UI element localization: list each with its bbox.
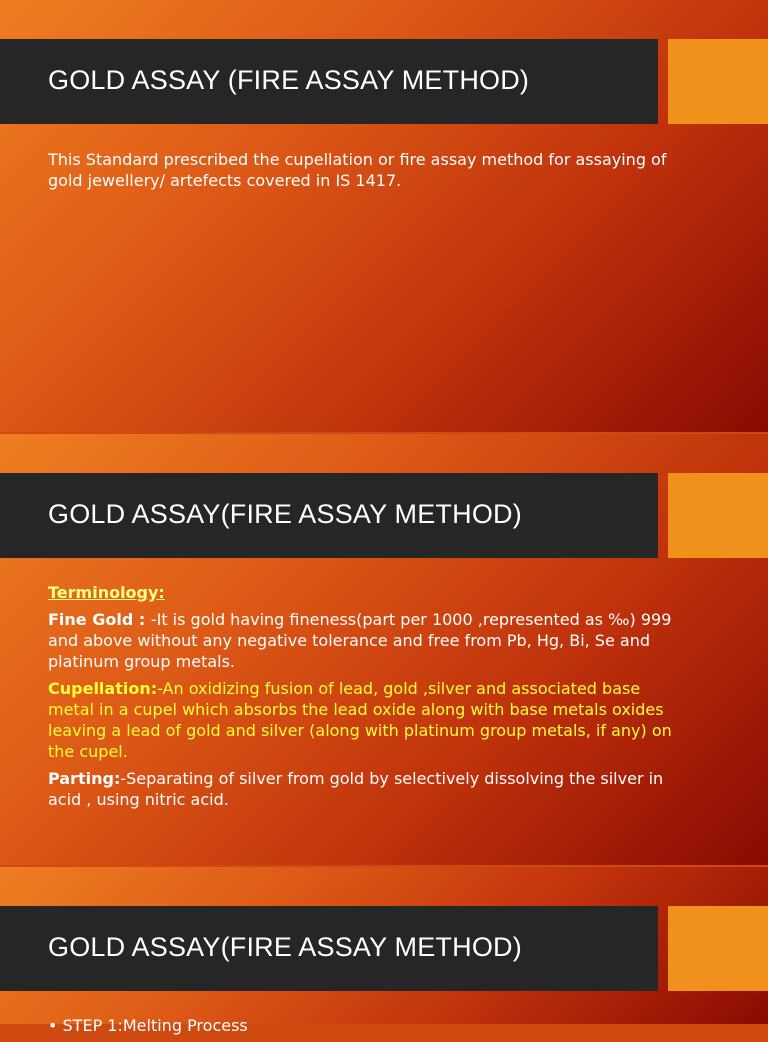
slide-content <box>48 149 688 197</box>
term-label: Parting: <box>48 769 121 788</box>
slide-title-bar <box>0 473 658 558</box>
slide-content <box>48 1015 688 1042</box>
accent-block <box>668 473 768 558</box>
term-definition: -It is gold having fineness(part per 1000 ,represented as ‰) 999 and above without any negative tolerance and free from Pb, Hg, Bi, Se and platinum group metals. <box>48 610 672 671</box>
body-text: This Standard prescribed the cupellation or fire assay method for assaying of gold jewellery/ artefects covered in IS 1417. <box>48 150 667 190</box>
term-definition: -An oxidizing fusion of lead, gold ,silver and associated base metal in a cupel which absorbs the lead oxide along with base metals oxides leaving a lead of gold and silver (along with platinum group metals, if any) on the cupel. <box>48 679 672 761</box>
bullet-item: • STEP 1:Melting Process <box>48 1016 248 1035</box>
term-label: Cupellation: <box>48 679 158 698</box>
slide-title: GOLD ASSAY (FIRE ASSAY METHOD) <box>48 65 530 95</box>
accent-block <box>668 39 768 124</box>
accent-block <box>668 906 768 991</box>
slide-title: GOLD ASSAY(FIRE ASSAY METHOD) <box>48 932 522 962</box>
slide-1 <box>0 0 768 432</box>
term-label: Fine Gold : <box>48 610 151 629</box>
slide-2 <box>0 434 768 865</box>
slide-content <box>48 582 688 816</box>
terminology-heading: Terminology: <box>48 583 165 602</box>
term-fine-gold <box>48 609 688 672</box>
term-parting <box>48 768 688 810</box>
term-definition: -Separating of silver from gold by selectively dissolving the silver in acid , using nitric acid. <box>48 769 664 809</box>
slide-title: GOLD ASSAY(FIRE ASSAY METHOD) <box>48 499 522 529</box>
slide-title-bar <box>0 39 658 124</box>
term-cupellation <box>48 678 688 762</box>
slide-title-bar <box>0 906 658 991</box>
slide-3 <box>0 867 768 1035</box>
